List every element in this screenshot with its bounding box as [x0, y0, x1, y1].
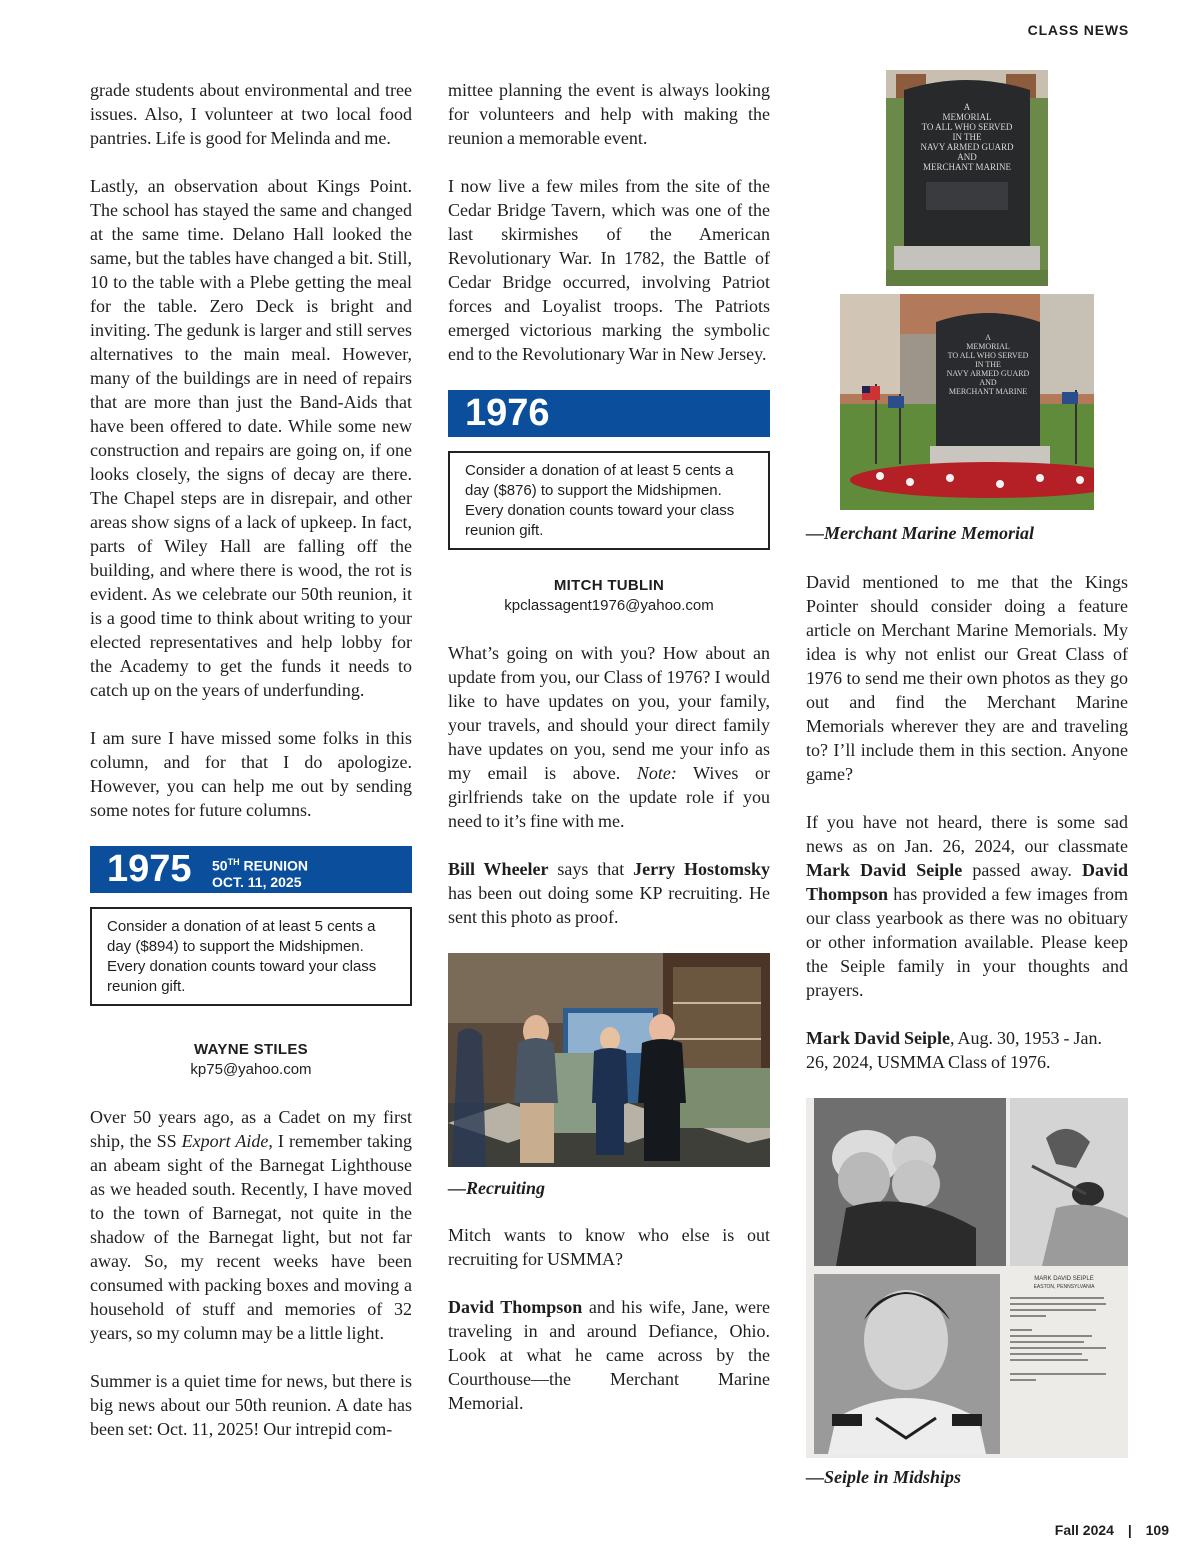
yearbook-town: EASTON, PENNSYLVANIA	[1033, 1284, 1095, 1290]
memorial-line: MEMORIAL	[942, 112, 992, 122]
col3-paragraph-3	[806, 1026, 1128, 1074]
class-1975-banner	[90, 846, 412, 893]
footer-separator: |	[1127, 1522, 1132, 1538]
agent-name: MITCH TUBLIN	[553, 577, 665, 594]
person-name: Jerry Hostomsky	[633, 859, 770, 879]
memorial-photo-2	[840, 294, 1094, 510]
class-1976-banner	[448, 390, 770, 437]
person-name: Bill Wheeler	[448, 859, 549, 879]
person-name: David Thompson	[448, 1297, 583, 1317]
class-year-1975: 1975	[107, 848, 192, 890]
text-run: has been out doing some KP recruiting. He sent this photo as proof.	[448, 883, 770, 927]
col2-1976-paragraph-2	[448, 857, 770, 929]
memorial-line: NAVY ARMED GUARD	[920, 142, 1014, 152]
recruiting-photo	[448, 953, 770, 1167]
caption-seiple: —Seiple in Midships	[806, 1467, 962, 1487]
memorial-line: NAVY ARMED GUARD	[946, 369, 1030, 378]
donation-box-1976: Consider a donation of at least 5 cents a day ($876) to support the Midshipmen. Every donation counts toward your class reunion gift.	[448, 451, 770, 550]
col2-1976-paragraph-3: Mitch wants to know who else is out recruiting for USMMA?	[448, 1225, 770, 1269]
agent-name: WAYNE STILES	[194, 1041, 308, 1058]
col2-1976-paragraph-4	[448, 1295, 770, 1415]
reunion-note	[212, 854, 308, 890]
text-run: , Aug. 30, 1953 - Jan. 26, 2024, USMMA Class of 1976.	[806, 1028, 1103, 1072]
col2-1976-paragraph-1	[448, 641, 770, 833]
text-run: , I remember taking an abeam sight of the Barnegat Lighthouse as we headed south. Recently, I have moved to the town of Barnegat, not quite in the shadow of the Barnegat light, but not far away. So, my recent weeks have been consumed with packing boxes and moving a household of stuff and memories of 32 years, so my column may be a little light.	[90, 1131, 412, 1343]
memorial-photo-1	[886, 70, 1048, 286]
memorial-line: AND	[957, 152, 977, 162]
reunion-number: 50	[212, 857, 228, 874]
text-run: Wives or girlfriends take on the update role if you need to it’s fine with me.	[448, 763, 771, 831]
column-3	[806, 70, 1128, 1488]
agent-email[interactable]: kp75@yahoo.com	[190, 1061, 312, 1078]
issue-label: Fall 2024	[1054, 1522, 1114, 1538]
col3-paragraph-2	[806, 810, 1128, 1002]
class-agent-1975	[90, 1040, 412, 1079]
memorial-line: A	[963, 102, 971, 112]
col2-paragraph-1: mittee planning the event is always looking for volunteers and help with making the reunion a memorable event.	[448, 80, 770, 148]
column-2	[448, 78, 770, 1439]
col1-paragraph-2: Lastly, an observation about Kings Point. The school has stayed the same and changed at the same time. Delano Hall looked the same, but the tables have changed a bit. Still, 10 to the table with a Plebe getting the meal for the table. Zero Deck is bright and inviting. The gedunk is larger and still serves alternatives to the main meal. However, many of the buildings are in need of repairs that are more than just the Band-Aids that have been offered to date. While some new construction and repairs are going on, if one looks closely, the signs of decay are there. The Chapel steps are in disrepair, and other areas show signs of a lack of upkeep. In fact, parts of Wiley Hall are falling off the building, and where there is wood, the rot is evident. As we celebrate our 50th reunion, it is a good time to think about writing to your elected representatives and help lobby for the Academy to get the funds it needs to catch up on the years of underfunding.	[90, 176, 412, 700]
section-label: CLASS NEWS	[1027, 22, 1129, 38]
text-run: If you have not heard, there is some sad news as on Jan. 26, 2024, our classmate	[806, 812, 1128, 856]
col1-1975-paragraph-2: Summer is a quiet time for news, but there is big news about our 50th reunion. A date has been set: Oct. 11, 2025! Our intrepid com-	[90, 1371, 412, 1439]
text-run: and his wife, Jane, were traveling in and around Defiance, Ohio. Look at what he came across by the Courthouse—the Merchant Marine Memorial.	[448, 1297, 770, 1413]
person-name: David Thompson	[806, 860, 1128, 904]
caption-memorial: —Merchant Marine Memorial	[806, 523, 1035, 543]
memorial-line: MEMORIAL	[966, 342, 1010, 351]
class-year-1976: 1976	[465, 392, 550, 434]
person-name: Mark David Seiple	[806, 1028, 951, 1048]
column-1	[90, 78, 412, 1465]
text-run: has provided a few images from our class yearbook as there was no obituary or other information available. Please keep the Seiple family in your thoughts and prayers.	[806, 884, 1128, 1000]
class-agent-1976	[448, 576, 770, 615]
memorial-line: IN THE	[952, 132, 982, 142]
memorial-line: TO ALL WHO SERVED	[947, 351, 1029, 360]
memorial-line: AND	[979, 378, 997, 387]
donation-box-1975: Consider a donation of at least 5 cents a day ($894) to support the Midshipmen. Every donation counts toward your class reunion gift.	[90, 907, 412, 1006]
ship-name: Export Aide	[181, 1131, 269, 1151]
note-label: Note:	[636, 763, 677, 783]
person-name: Mark David Seiple	[806, 860, 963, 880]
reunion-date: OCT. 11, 2025	[212, 873, 302, 890]
yearbook-name: MARK DAVID SEIPLE	[1034, 1276, 1094, 1282]
memorial-line: IN THE	[975, 360, 1001, 369]
reunion-ordinal: TH	[227, 857, 240, 867]
text-run: Over 50 years ago, as a Cadet on my first ship, the SS	[90, 1107, 412, 1151]
memorial-line: MERCHANT MARINE	[922, 162, 1012, 172]
page-number: 109	[1145, 1522, 1169, 1538]
text-run: says that	[548, 859, 634, 879]
col3-paragraph-1: David mentioned to me that the Kings Pointer should consider doing a feature article on Merchant Marine Memorials. My idea is why not enlist our Great Class of 1976 to send me their own photos as they go out and find the Merchant Marine Memorials wherever they are and traveling to? I’ll include them in this section. Anyone game?	[806, 572, 1128, 784]
yearbook-photo	[806, 1098, 1128, 1458]
memorial-line: A	[985, 333, 991, 342]
memorial-line: MERCHANT MARINE	[948, 387, 1028, 396]
reunion-word: REUNION	[239, 857, 309, 874]
col1-1975-paragraph-1	[90, 1105, 412, 1345]
col1-paragraph-3: I am sure I have missed some folks in this column, and for that I do apologize. However, you can help me out by sending some notes for future columns.	[90, 728, 412, 820]
text-run: passed away.	[962, 860, 1082, 880]
page-footer	[1055, 1522, 1169, 1538]
col1-paragraph-1: grade students about environmental and tree issues. Also, I volunteer at two local food pantries. Life is good for Melinda and me.	[90, 80, 412, 148]
text-run: What’s going on with you? How about an update from you, our Class of 1976? I would like to have updates on you, your family, your travels, and should your direct family have updates on you, send me your info as my email is above.	[448, 643, 770, 783]
memorial-line: TO ALL WHO SERVED	[921, 122, 1013, 132]
agent-email[interactable]: kpclassagent1976@yahoo.com	[504, 597, 714, 614]
col2-paragraph-2: I now live a few miles from the site of the Cedar Bridge Tavern, which was one of the last skirmishes of the American Revolutionary War. In 1782, the Battle of Cedar Bridge occurred, involving Patriot forces and Loyalist troops. The Patriots emerged victorious marking the symbolic end to the Revolutionary War in New Jersey.	[448, 176, 770, 364]
caption-recruiting: —Recruiting	[448, 1178, 546, 1198]
